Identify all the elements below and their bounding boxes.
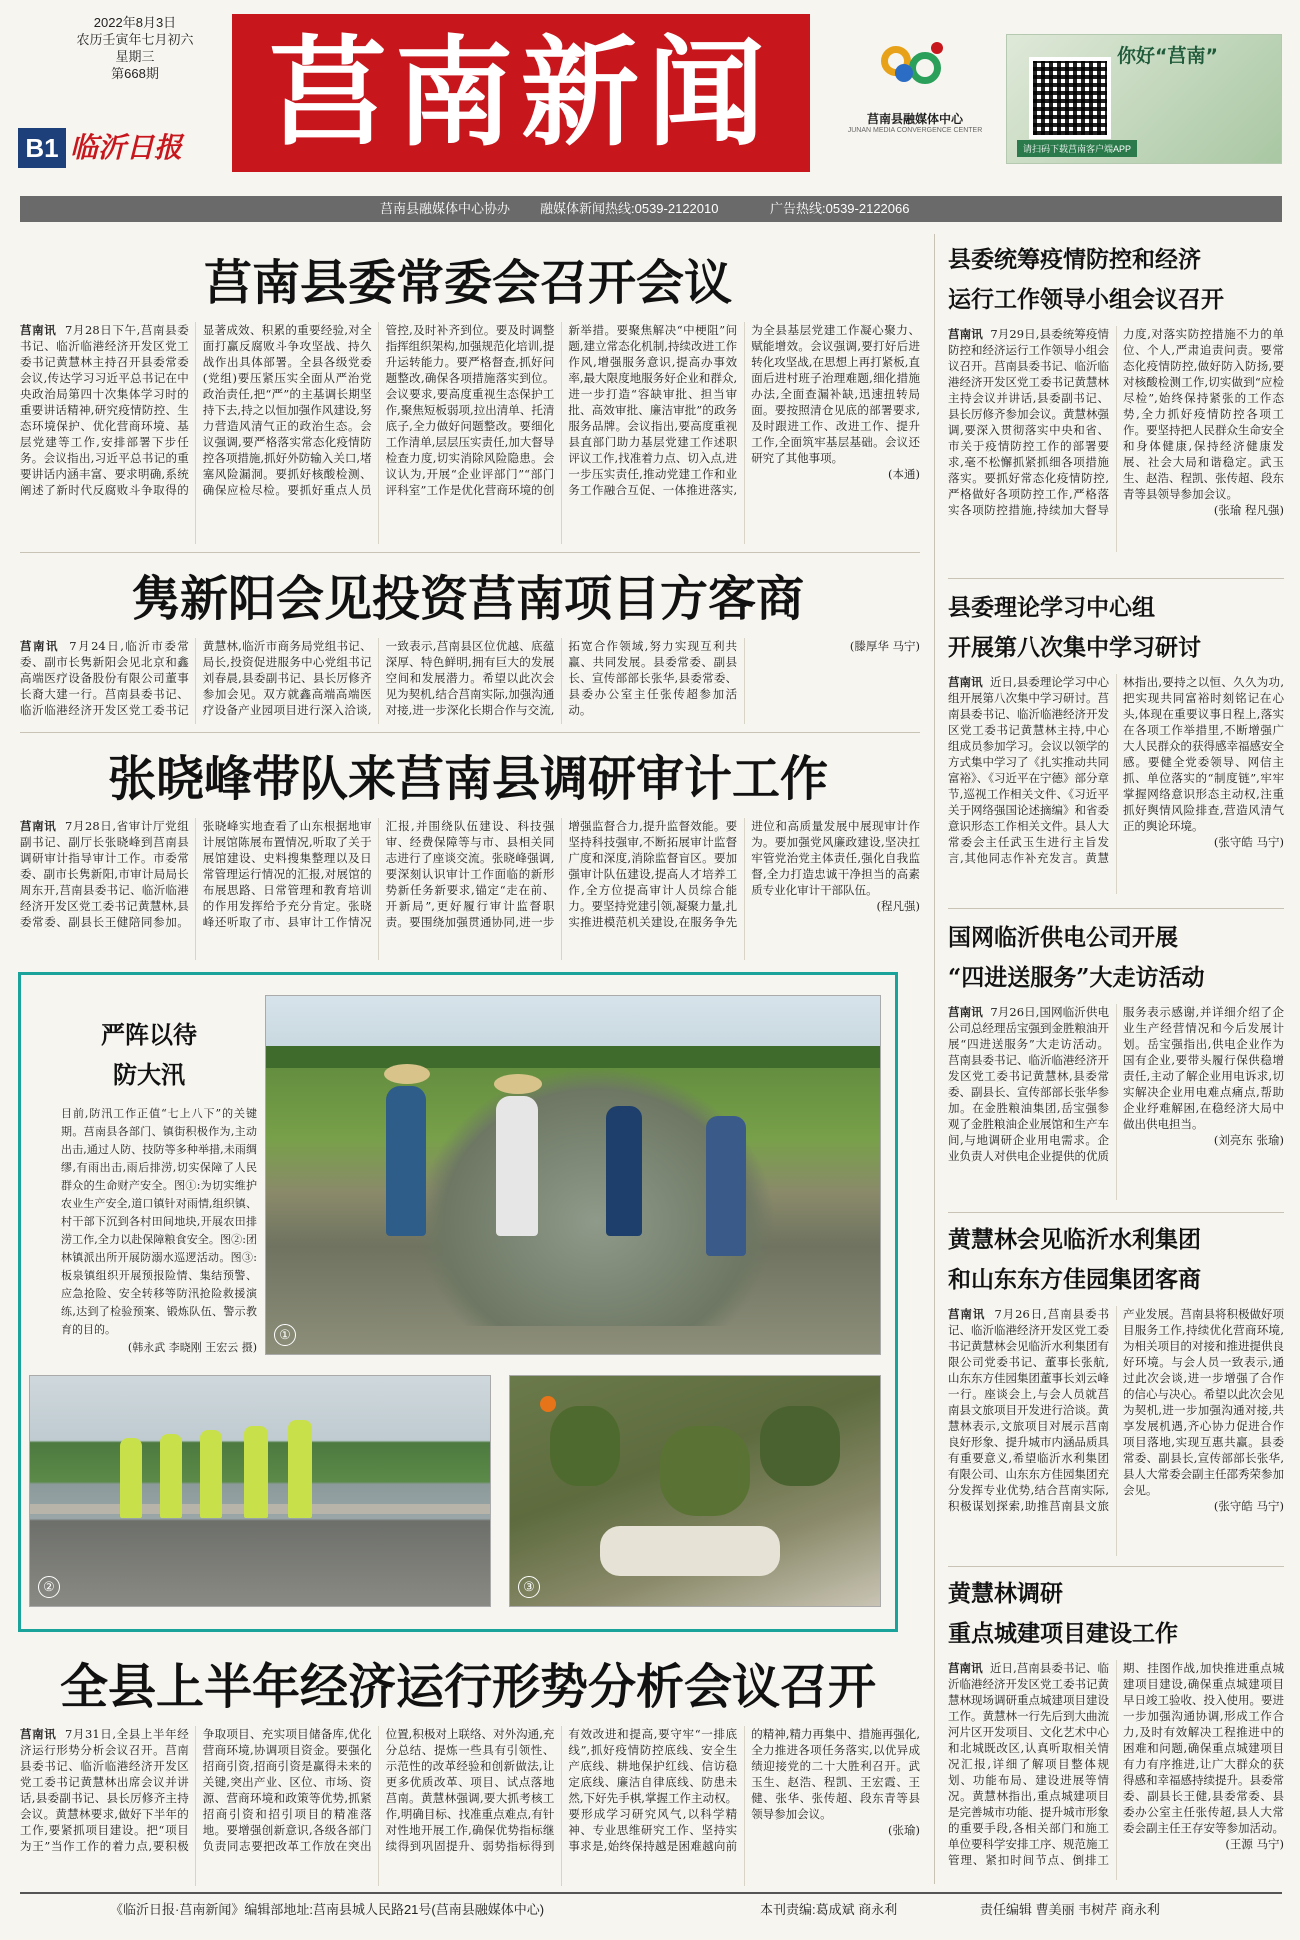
photo-feature-text <box>61 1105 257 1357</box>
sidebar-story-2-body <box>948 674 1284 894</box>
info-hotline: 融媒体新闻热线:0539-2122010 <box>540 201 719 216</box>
page-footer <box>20 1892 1282 1924</box>
qr-code-icon[interactable] <box>1029 57 1111 139</box>
sidebar-story-1-title-line1: 县委统筹疫情防控和经济 <box>948 246 1201 273</box>
article-1-body <box>20 322 920 544</box>
sidebar-story-1-body <box>948 326 1284 552</box>
photo-feature-title <box>79 1015 219 1095</box>
article-3-title: 张晓峰带队来莒南县调研审计工作 <box>107 751 828 807</box>
logo-subtext: JUNAN MEDIA CONVERGENCE CENTER <box>847 127 983 134</box>
sidebar-story-5-text: 近日,莒南县委书记、临沂临港经济开发区党工委书记黄慧林现场调研重点城建项目建设工作。黄慧林一行先后到大曲流河片区开发项目、文化艺术中心和北城既改区,认真听取相关情况汇报,详细了解项目整体规划、功能布局、建设进展等情况。黄慧林指出,重点城建项目是完善城市功能、提升城市形象的重要手段,各相关部门和施工单位要科学安排工序、规范施工管理、紧扣时间节点、倒排工期、挂图作战,加快推进重点城建项目建设,确保重点城建项目早日竣工验收、投入使用。要进一步加强沟通协调,形成工作合力,及时有效解决工程推进中的困难和问题,确保重点城建项目有力有序推进,让广大群众的获得感和幸福感持续提升。县委常委、副县长王健,县委常委、县委办公室主任张传超,县人大常委会副主任王存安等参加活动。 <box>948 1661 1284 1867</box>
photo-number-3: ③ <box>518 1576 540 1598</box>
sidebar-story-4-byline: 莒南讯 <box>948 1307 986 1321</box>
sidebar-story-4 <box>948 1220 1284 1556</box>
photo-credit: (韩永武 李晓刚 王宏云 摄) <box>127 1341 257 1354</box>
sidebar-story-4-signature: (张守皓 马宁) <box>1213 1499 1284 1513</box>
sidebar-story-5-title-line1: 黄慧林调研 <box>948 1580 1063 1607</box>
article-1-text: 7月28日下午,莒南县委书记、临沂临港经济开发区党工委书记黄慧林主持召开县委常委会议,传达学习习近平总书记在中央政治局第四十次集体学习时的重要讲话精神,研究疫情防控、生态环境保护、优化营商环境、基层党建等工作,安排部署下步任务。会议指出,习近平总书记的重要讲话内涵丰富、要求明确,系统阐述了新时代反腐败斗争取得的显著成效、积累的重要经验,对全面打赢反腐败斗争攻坚战、持久战作出具体部署。全县各级党委(党组)要压紧压实全面从严治党政治责任,把“严”的主基调长期坚持下去,持之以恒加强作风建设,努力营造风清气正的政治生态。会议强调,要严格落实常态化疫情防控各项措施,抓好外防输入关口,堵塞风险漏洞。要抓好核酸检测、确保应检尽检。要抓好重点人员管控,及时补齐到位。要及时调整指挥组织架构,加强规范化培训,提升运转能力。要严格督查,抓好问题整改,确保各项措施落实到位。会议要求,要高度重视生态保护工作,聚焦短板弱项,拉出清单、托清底子,全力做好问题整改。要细化工作清单,层层压实责任,加大督导检查力度,切实消除风险隐患。会议认为,开展“企业评部门”“部门评科室”工作是优化营商环境的创新举措。要聚焦解决“中梗阻”问题,建立常态化机制,持续改进工作作风,增强服务意识,提高办事效率,最大限度地服务好企业和群众,进一步打造“容缺审批、担当审批、高效审批、廉洁审批”的政务服务品牌。会议指出,要高度重视县直部门助力基层党建工作述职评议工作,找准着力点、切入点,进一步压实责任,推动党建工作和业务工作融合互促、一体推进落实,为全县基层党建工作凝心聚力、赋能增效。会议强调,要打好后进转化攻坚战,在思想上再打紧板,直面后进村班子治理难题,细化措施办法,全面查漏补缺,迅速扭转局面。要按照清仓见底的部署要求,及时跟进工作、改进工作、提升工作,全面筑牢基层基础。会议还研究了其他事项。 <box>20 323 920 497</box>
divider <box>20 732 920 733</box>
sidebar-story-5 <box>948 1574 1284 1880</box>
article-1-title: 莒南县委常委会召开会议 <box>203 255 732 311</box>
article-3-byline: 莒南讯 <box>20 819 57 833</box>
article-2-body <box>20 638 920 724</box>
divider <box>948 578 1284 579</box>
sidebar-story-5-signature: (王源 马宁) <box>1225 1837 1284 1851</box>
article-2-text: 7月24日,临沂市委常委、副市长隽新阳会见北京和鑫高端医疗设备股份有限公司董事长裔大建一行。莒南县委书记、临沂临港经济开发区党工委书记黄慧林,临沂市商务局党组书记、局长,投资促进服务中心党组书记刘春晨,县委副书记、县长厉修齐参加会见。双方就鑫高端高端医疗设备产业园项目进行深入洽谈,一致表示,莒南县区位优越、底蕴深厚、特色鲜明,拥有巨大的发展空间和发展潜力。希望以此次会见为契机,结合莒南实际,加强沟通对接,进一步深化长期合作与交流,拓宽合作领域,努力实现互利共赢、共同发展。县委常委、副县长、宣传部部长张华,县委常委、县委办公室主任张传超参加活动。 <box>20 639 738 717</box>
sidebar-story-3-byline: 莒南讯 <box>948 1005 983 1019</box>
sidebar-story-4-title-line1: 黄慧林会见临沂水利集团 <box>948 1226 1201 1253</box>
sidebar-story-2-title-line2: 开展第八次集中学习研讨 <box>948 634 1201 661</box>
article-4-body <box>20 1726 920 1886</box>
article-4-signature: (张瑜) <box>888 1823 920 1837</box>
column-divider <box>934 234 935 1884</box>
sidebar-story-4-title-line2: 和山东东方佳园集团客商 <box>948 1266 1201 1293</box>
article-2-byline: 莒南讯 <box>20 639 59 653</box>
sidebar-story-3-body <box>948 1004 1284 1200</box>
article-4-title: 全县上半年经济运行形势分析会议召开 <box>59 1659 876 1715</box>
photo-feature-title-line1: 严阵以待 <box>101 1020 197 1049</box>
issue-date-block <box>60 14 210 82</box>
article-1-byline: 莒南讯 <box>20 323 57 337</box>
sidebar-story-1-title-line2: 运行工作领导小组会议召开 <box>948 286 1224 313</box>
article-3-body <box>20 818 920 960</box>
sidebar-story-5-body <box>948 1660 1284 1880</box>
sidebar-story-2-title-line1: 县委理论学习中心组 <box>948 594 1155 621</box>
info-ad-hotline: 广告热线:0539-2122066 <box>770 201 910 216</box>
logo-96-icon <box>875 38 955 98</box>
sidebar-story-3 <box>948 918 1284 1200</box>
media-center-logo <box>840 38 990 158</box>
sidebar-story-3-signature: (刘亮东 张瑜) <box>1213 1133 1284 1147</box>
issue-number: 第668期 <box>111 66 159 81</box>
photo-sandbag-drill[interactable] <box>509 1375 881 1607</box>
article-4-text: 7月31日,全县上半年经济运行形势分析会议召开。莒南县委书记、临沂临港经济开发区党工委书记黄慧林出席会议并讲话,县委副书记、县长厉修齐主持会议。黄慧林要求,做好下半年的工作,要紧抓项目建设。把“项目为王”当作工作的着力点,要积极争取项目、充实项目储备库,优化营商环境,协调项目资金。要强化招商引资,招商引资是赢得未来的关键,突出产业、区位、市场、资源、营商环境和政策等优势,抓紧招商引资和招引项目的精准落地。要增强创新意识,各级各部门负责同志要把改革工作放在突出位置,积极对上联络、对外沟通,充分总结、提炼一些具有引领性、示范性的改革经验和创新做法,让更多优质改革、项目、试点落地莒南。黄慧林强调,要大抓考核工作,明确目标、找准重点难点,有针对性地开展工作,确保优势指标继续得到巩固提升、弱势指标得到有效改进和提高,要守牢“一排底线”,抓好疫情防控底线、安全生产底线、耕地保护红线、信访稳定底线、廉洁自律底线、防患未然,下好先手棋,掌握工作主动权。要形成学习研究风气,以科学精神、专业思维研究工作、坚持实事求是,始终保持越是困难越向前的精神,精力再集中、措施再强化,全力推进各项任务落实,以优异成绩迎接党的二十大胜利召开。武玉生、赵浩、程凯、王宏霞、王健、张华、张传超、段东青等县领导参加会议。 <box>20 1727 920 1853</box>
sidebar-story-3-title-line1: 国网临沂供电公司开展 <box>948 924 1178 951</box>
sidebar-story-2-signature: (张守皓 马宁) <box>1213 835 1284 849</box>
section-badge: B1 <box>18 128 66 168</box>
article-2-title: 隽新阳会见投资莒南项目方客商 <box>131 571 804 627</box>
lunar-date: 农历壬寅年七月初六 <box>76 32 194 47</box>
article-3-text: 7月28日,省审计厅党组副书记、副厅长张晓峰到莒南县调研审计指导审计工作。市委常委、副市长隽新阳,市审计局局长周东开,莒南县委书记、临沂临港经济开发区党工委书记黄慧林,县委常委、副县长王健陪同参加。张晓峰实地查看了山东根据地审计展馆陈展布置情况,听取了关于展馆建设、史料搜集整理以及日常管理运行情况的汇报,对展馆的布展思路、日常管理和教育培训的作用发挥给予充分肯定。张晓峰还听取了市、县审计工作情况汇报,并围绕队伍建设、科技强审、经费保障等与市、县相关同志进行了座谈交流。张晓峰强调,要深刻认识审计工作面临的新形势新任务新要求,锚定“走在前、开新局”,更好履行审计监督职责。要围绕加强贯通协同,进一步增强监督合力,提升监督效能。要坚持科技强审,不断拓展审计监督广度和深度,消除监督盲区。要加强审计队伍建设,提高人才培养工作,全方位提高审计人员综合能力。要坚持党建引领,凝聚力量,扎实推进模范机关建设,在服务争先进位和高质量发展中展现审计作为。要加强党风廉政建设,坚决扛牢管党治党主体责任,强化自我监督,全力打造忠诚干净担当的高素质专业化审计干部队伍。 <box>20 819 920 929</box>
sidebar-story-1-byline: 莒南讯 <box>948 327 983 341</box>
sidebar-story-1 <box>948 240 1284 552</box>
article-1-signature: (本通) <box>888 467 920 481</box>
promo-title: 你好“莒南” <box>1117 45 1218 67</box>
photo-number-1: ① <box>274 1324 296 1346</box>
divider <box>948 1566 1284 1567</box>
partner-paper-logo: 临沂日报 <box>70 131 183 164</box>
info-org: 莒南县融媒体中心协办 <box>380 201 511 216</box>
article-2-signature: (滕厚华 马宁) <box>849 639 920 653</box>
app-promo-banner[interactable] <box>1006 34 1282 164</box>
photo-number-2: ② <box>38 1576 60 1598</box>
sidebar-story-5-title-line2: 重点城建项目建设工作 <box>948 1620 1178 1647</box>
sidebar-story-2 <box>948 588 1284 894</box>
article-3-signature: (程凡强) <box>876 899 920 913</box>
sidebar-story-4-body <box>948 1306 1284 1556</box>
article-4-byline: 莒南讯 <box>20 1727 57 1741</box>
logo-text: 莒南县融媒体中心 <box>866 112 963 126</box>
photo-feature-box <box>18 972 898 1632</box>
sidebar-story-5-byline: 莒南讯 <box>948 1661 983 1675</box>
photo-patrol[interactable] <box>29 1375 491 1607</box>
info-bar <box>20 196 1282 222</box>
divider <box>948 1212 1284 1213</box>
newspaper-masthead: 莒南新闻 <box>232 14 810 172</box>
photo-flood-field[interactable] <box>265 995 881 1355</box>
divider <box>948 908 1284 909</box>
issue-date: 2022年8月3日 <box>93 15 177 30</box>
sidebar-story-1-text: 7月29日,县委统筹疫情防控和经济运行工作领导小组会议召开。莒南县委书记、临沂临港经济开发区党工委书记黄慧林主持会议并讲话,县委副书记、县长厉修齐参加会议。黄慧林强调,要深入贯彻落实中央和省、市关于疫情防控工作的部署要求,毫不松懈抓紧抓细各项措施落实。要抓好常态化疫情防控,严格做好各项防控工作,严格落实各项防控措施,持续加大督导力度,对落实防控措施不力的单位、个人,严肃追责问责。要常态化疫情防控,做好防入防扬,要对核酸检测工作,切实做到“应检尽检”,始终保持紧张的工作态势,全力抓好疫情防控各项工作。要坚持把人民群众生命安全和身体健康,保持经济健康发展、社会大局和谐稳定。武玉生、赵浩、程凯、张传超、段东青等县领导参加会议。 <box>948 327 1284 517</box>
sidebar-story-4-text: 7月26日,莒南县委书记、临沂临港经济开发区党工委书记黄慧林会见临沂水利集团有限公司党委书记、董事长张航,山东东方佳园集团董事长刘云峰一行。座谈会上,与会人员就莒南县文旅项目开发进行洽谈。黄慧林表示,文旅项目对展示莒南良好形象、提升城市内涵品质具有重要意义,希望临沂水利集团有限公司、山东东方佳园集团充分发挥专业优势,结合莒南实际,积极谋划探索,助推莒南县文旅产业发展。莒南县将积极做好项目服务工作,持续优化营商环境,为相关项目的对接和推进提供良好环境。与会人员一致表示,通过此次会谈,进一步增强了合作的信心与决心。希望以此次会见为契机,进一步加强沟通对接,共享发展机遇,齐心协力促进合作项目落地,实现互惠共赢。县委常委、副县长,宣传部部长张华,县人大常委会副主任邵秀荣参加会见。 <box>948 1307 1284 1513</box>
sidebar-story-1-signature: (张瑜 程凡强) <box>1213 503 1284 517</box>
footer-editors: 本刊责编:葛成斌 商永利 <box>760 1902 898 1917</box>
photo-feature-caption: 目前,防汛工作正值“七上八下”的关键期。莒南县各部门、镇街积极作为,主动出击,通过人防、技防等多种举措,未雨绸缪,有雨出击,雨后排涝,切实保障了人民群众的生命财产安全。图①:为切实维护农业生产安全,道口镇针对雨情,组织镇、村干部下沉到各村田间地块,开展农田排涝工作,全力以赴保障粮食安全。图②:团林镇派出所开展防溺水巡逻活动。图③:板泉镇组织开展预报险情、集结预警、应急抢险、安全转移等防汛抢险救援演练,达到了检验预案、锻炼队伍、警示教育的目的。 <box>61 1107 257 1336</box>
footer-responsible-editors: 责任编辑 曹美丽 韦树芹 商永利 <box>980 1902 1160 1917</box>
promo-caption: 请扫码下载莒南客户端APP <box>1017 140 1137 157</box>
weekday: 星期三 <box>115 49 155 64</box>
footer-address: 《临沂日报·莒南新闻》编辑部地址:莒南县城人民路21号(莒南县融媒体中心) <box>110 1902 545 1917</box>
sidebar-story-3-text: 7月26日,国网临沂供电公司总经理岳宝强到金胜粮油开展“四进送服务”大走访活动。莒南县委书记、临沂临港经济开发区党工委书记黄慧林,县委常委、副县长、宣传部部长张华参加。在金胜粮油集团,岳宝强参观了金胜粮油企业展馆和生产车间,与地调研企业用电需求。企业负责人对供电企业提供的优质服务表示感谢,并详细介绍了企业生产经营情况和今后发展计划。岳宝强指出,供电企业作为国有企业,要带头履行保供稳增责任,主动了解企业用电诉求,切实解决企业用电难点痛点,帮助企业纾难解困,在稳经济大局中做出供电担当。 <box>948 1005 1284 1163</box>
photo-feature-title-line2: 防大汛 <box>113 1060 185 1089</box>
sidebar-story-3-title-line2: “四进送服务”大走访活动 <box>948 964 1205 991</box>
sidebar-story-2-text: 近日,县委理论学习中心组开展第八次集中学习研讨。莒南县委书记、临沂临港经济开发区党工委书记黄慧林主持,中心组成员参加学习。会议以领学的方式集中学习了《扎实推动共同富裕》、《习近平在宁德》部分章节,巡视工作相关文件、《习近平关于网络强国论述摘编》和省委意识形态工作相关文件。县人大常委会主任武玉生进行主旨发言,其他同志作补充发言。黄慧林指出,要持之以恒、久久为功,把实现共同富裕时刻铭记在心头,体现在重要议事日程上,落实在各项工作举措里,不断增强广大人民群众的获得感幸福感安全感。要健全党委领导、网信主抓、单位落实的“制度链”,牢牢掌握网络意识形态主动权,注重抓好舆情风险排查,营造风清气正的舆论环境。 <box>948 675 1284 865</box>
divider <box>20 552 920 553</box>
sidebar-story-2-byline: 莒南讯 <box>948 675 983 689</box>
